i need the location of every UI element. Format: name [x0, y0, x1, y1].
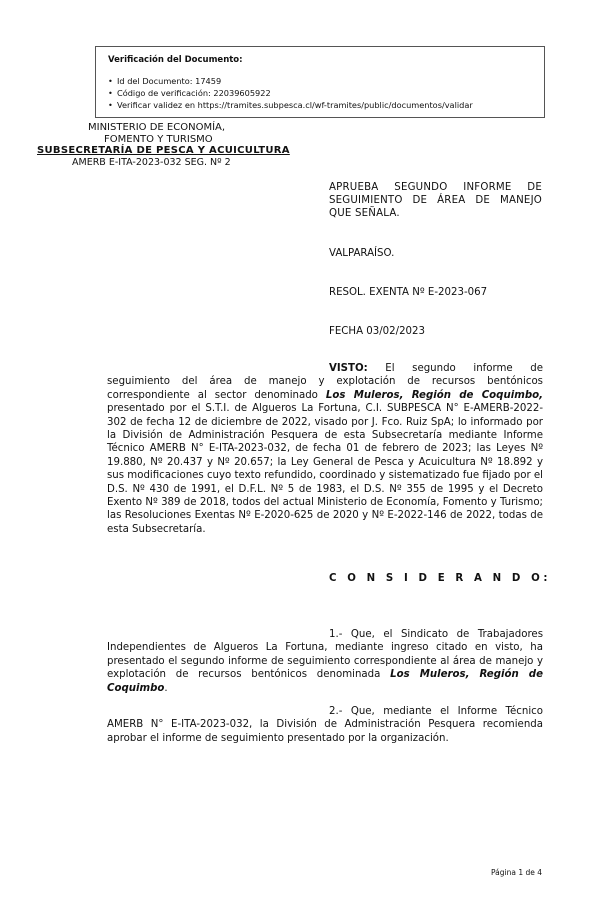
ministry-line-2: FOMENTO Y TURISMO	[104, 134, 213, 145]
page-number: Página 1 de 4	[490, 868, 542, 877]
resolution-title-line-3: QUE SEÑALA.	[329, 208, 400, 219]
considerando-item-2: 2.- Que, mediante el Informe Técnico AMERB N° E-ITA-2023-032, la División de Administración Pesquera recomienda aprobar el informe de seguimiento presentado por la organización.	[107, 706, 543, 744]
considerando-item-1: 1.- Que, el Sindicato de Trabajadores Independientes de Algueros La Fortuna, mediante ingreso citado en visto, ha presentado el segundo informe de seguimiento correspondiente al área de manejo y explotación de recursos bentónicos denominada Los Muleros, Región de Coquimbo.	[107, 629, 543, 694]
resolution-title-line-2: SEGUIMIENTO DE ÁREA DE MANEJO	[329, 195, 542, 206]
considerando-heading: C O N S I D E R A N D O:	[329, 573, 552, 584]
sector-name: Los Muleros, Región de Coquimbo	[107, 669, 543, 694]
verification-title: Verificación del Documento:	[108, 55, 243, 65]
sector-name: Los Muleros, Región de Coquimbo,	[325, 389, 543, 401]
visto-paragraph: VISTO: El segundo informe de seguimiento del área de manejo y explotación de recursos bentónicos correspondiente al sector denominado Los Muleros, Región de Coquimbo, presentado por el S.T.I. de Algueros La Fortuna, C.I. SUBPESCA N° E-AMERB-2022-302 de fecha 12 de diciembre de 2022, visado por J. Fco. Ruiz SpA; lo informado por la División de Administración Pesquera de esta Subsecretaría mediante Informe Técnico AMERB N° E-ITA-2023-032, de fecha 01 de febrero de 2023; las Leyes Nº 19.880, Nº 20.437 y Nº 20.657; la Ley General de Pesca y Acuicultura Nº 18.892 y sus modificaciones cuyo texto refundido, coordinado y sistematizado fue fijado por el D.S. Nº 430 de 1991, el D.F.L. Nº 5 de 1983, el D.S. Nº 355 de 1995 y el Decreto Exento Nº 389 de 2018, todos del actual Ministerio de Economía, Fomento y Turismo; las Resoluciones Exentas Nº E-2020-625 de 2020 y Nº E-2022-146 de 2022, todas de esta Subsecretaría.	[107, 363, 544, 535]
resolution-title-line-1: APRUEBA SEGUNDO INFORME DE	[329, 182, 542, 193]
subsecretaria-heading: SUBSECRETARÍA DE PESCA Y ACUICULTURA	[37, 145, 290, 156]
bullet-icon: •	[108, 100, 113, 110]
resolution-title	[329, 181, 542, 220]
ministry-line-1: MINISTERIO DE ECONOMÍA,	[88, 122, 226, 133]
resolution-number: RESOL. EXENTA Nº E-2023-067	[329, 287, 488, 298]
verification-box	[95, 46, 545, 118]
bullet-icon: •	[108, 76, 113, 86]
city: VALPARAÍSO.	[329, 248, 395, 259]
visto-label: VISTO:	[329, 363, 368, 374]
verification-item-id: • Id del Documento: 17459	[108, 76, 222, 86]
resolution-date: FECHA 03/02/2023	[329, 326, 425, 337]
bullet-icon: •	[108, 88, 113, 98]
verification-list	[108, 75, 473, 111]
verification-item-code: • Código de verificación: 22039605922	[108, 88, 271, 98]
verification-item-link[interactable]: • Verificar validez en https://tramites.subpesca.cl/wf-tramites/public/documentos/validar	[108, 100, 473, 110]
document-reference: AMERB E-ITA-2023-032 SEG. Nº 2	[72, 157, 231, 168]
